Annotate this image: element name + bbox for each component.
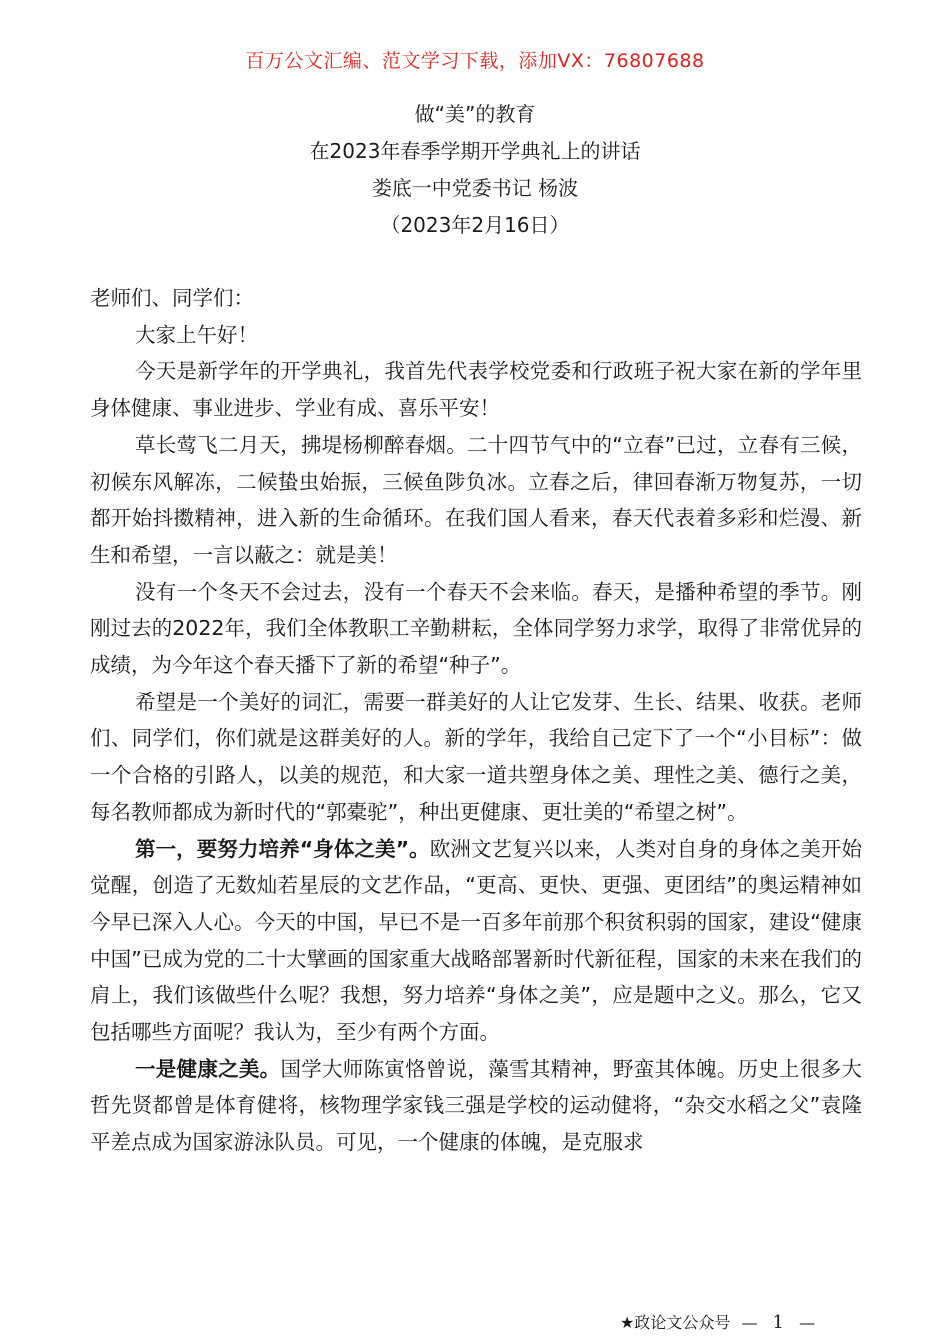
speaker-line: 娄底一中党委书记 杨波 [371, 176, 579, 200]
date-line: （2023年2月16日） [380, 213, 570, 237]
paragraph-greeting: 大家上午好！ [135, 322, 258, 347]
footer-dash-right: — [799, 1313, 816, 1332]
paragraph-hope-season: 没有一个冬天不会过去，没有一个春天不会来临。春天，是播种希望的季节。刚刚过去的2022年，我们全体教职工辛勤耕耘，全体同学努力求学，取得了非常优异的成绩，为今年这个春天播下了新的希望“种子”。 [90, 579, 862, 678]
title-block [0, 96, 950, 244]
paragraph-health-beauty [90, 1051, 862, 1161]
section-heading-body-beauty: 第一，要努力培养“身体之美”。 [135, 836, 430, 861]
page-footer [620, 1310, 821, 1333]
paragraph-spring: 草长莺飞二月天，拂堤杨柳醉春烟。二十四节气中的“立春”已过，立春有三候，初候东风解冻，二候蛰虫始振，三候鱼陟负冰。立春之后，律回春渐万物复苏，一切都开始抖擞精神，进入新的生命循环。在我们国人看来，春天代表着多彩和烂漫、新生和希望，一言以蔽之：就是美！ [90, 432, 862, 567]
document-title: 做“美”的教育 [414, 102, 536, 126]
footer-dash-left: — [741, 1313, 758, 1332]
paragraph-opening: 今天是新学年的开学典礼，我首先代表学校党委和行政班子祝大家在新的学年里身体健康、事业进步、学业有成、喜乐平安！ [90, 359, 862, 421]
paragraph-body-beauty-text: 欧洲文艺复兴以来，人类对自身的身体之美开始觉醒，创造了无数灿若星辰的文艺作品，“更高、更快、更强、更团结”的奥运精神如今早已深入人心。今天的中国，早已不是一百多年前那个积贫积弱的国家，建设“健康中国”已成为党的二十大擘画的国家重大战略部署新时代新征程，国家的未来在我们的肩上，我们该做些什么呢？我想，努力培养“身体之美”，应是题中之义。那么，它又包括哪些方面呢？我认为，至少有两个方面。 [90, 836, 863, 1045]
document-subtitle: 在2023年春季学期开学典礼上的讲话 [309, 139, 641, 163]
header-banner: 百万公文汇编、范文学习下载，添加VX：76807688 [245, 50, 705, 72]
paragraph-health-beauty-text: 国学大师陈寅恪曾说，藻雪其精神，野蛮其体魄。历史上很多大哲先贤都曾是体育健将，核物理学家钱三强是学校的运动健将，“杂交水稻之父”袁隆平差点成为国家游泳队员。可见，一个健康的体魄，是克服求 [90, 1056, 863, 1155]
paragraph-goal: 希望是一个美好的词汇，需要一群美好的人让它发芽、生长、结果、收获。老师们、同学们，你们就是这群美好的人。新的学年，我给自己定下了一个“小目标”：做一个合格的引路人，以美的规范，和大家一道共塑身体之美、理性之美、德行之美，每名教师都成为新时代的“郭橐驼”，种出更健康、更壮美的“希望之树”。 [90, 689, 862, 824]
document-body [90, 280, 862, 1161]
section-heading-health-beauty: 一是健康之美。 [135, 1056, 281, 1081]
page-number: 1 [772, 1312, 784, 1333]
paragraph-body-beauty [90, 831, 862, 1051]
salutation: 老师们、同学们： [90, 286, 254, 310]
footer-label: ★政论文公众号 [620, 1313, 731, 1332]
